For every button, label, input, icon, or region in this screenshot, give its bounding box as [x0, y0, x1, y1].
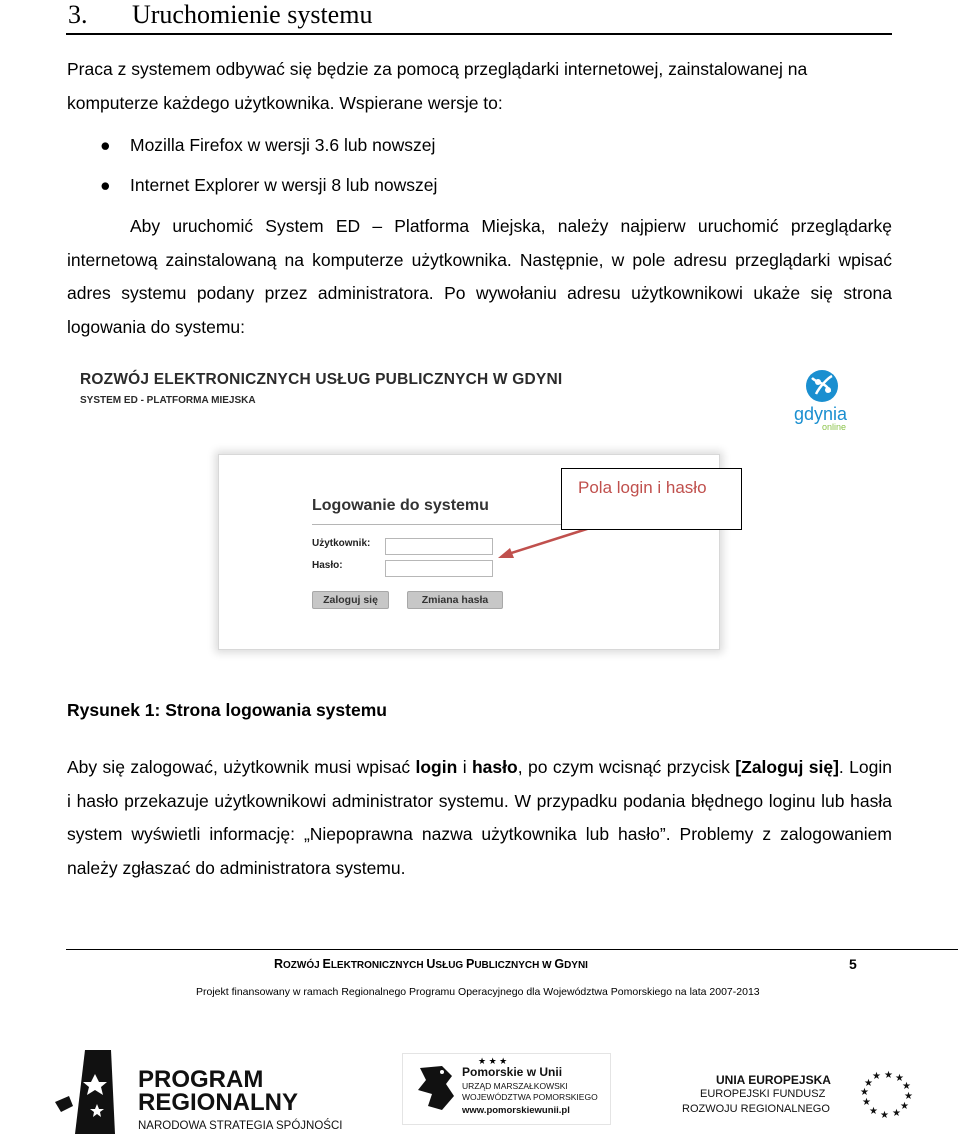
intro-line-2: komputerze każdego użytkownika. Wspierane wersje to: — [67, 92, 503, 113]
svg-text:★: ★ — [902, 1081, 911, 1092]
program-regionalny-logo-text — [138, 1068, 298, 1114]
login-instructions-paragraph — [67, 751, 892, 885]
pomorskie-logo-url: www.pomorskiewunii.pl — [462, 1105, 570, 1116]
footer-title-rest: DYNI — [564, 960, 588, 971]
pomorskie-logo-line: URZĄD MARSZAŁKOWSKI — [462, 1081, 568, 1091]
callout-text: Pola login i hasło — [578, 478, 707, 497]
footer-title-initial: R — [274, 957, 284, 971]
griffin-emblem-icon — [412, 1062, 458, 1114]
eu-flag-icon — [858, 1068, 918, 1120]
funding-note: Projekt finansowany w ramach Regionalnego Programu Operacyjnego dla Województwa Pomorskiego na lata 2007-2013 — [196, 986, 760, 998]
text-run: , po czym wcisnąć przycisk — [517, 757, 736, 777]
gdynia-online-logo — [792, 366, 858, 434]
section-number: 3. — [68, 0, 88, 29]
pomorskie-logo-title: Pomorskie w Unii — [462, 1065, 563, 1079]
username-label: Użytkownik: — [312, 538, 371, 549]
intro-line-1: Praca z systemem odbywać się będzie za pomocą przeglądarki internetowej, zainstalowanej na — [67, 59, 808, 79]
pomorskie-logo-line: WOJEWÓDZTWA POMORSKIEGO — [462, 1092, 598, 1102]
svg-text:★: ★ — [884, 1070, 893, 1081]
intro-paragraph — [67, 53, 892, 120]
change-password-button[interactable]: Zmiana hasła — [407, 591, 503, 609]
eu-logo-line-3: ROZWOJU REGIONALNEGO — [682, 1103, 830, 1115]
footer-rule — [66, 949, 958, 950]
login-button[interactable]: Zaloguj się — [312, 591, 389, 609]
svg-text:★: ★ — [864, 1078, 873, 1089]
footer-title-initial: U — [426, 957, 436, 971]
text-run: i — [457, 757, 472, 777]
svg-text:★: ★ — [869, 1106, 878, 1117]
footer-title-initial: P — [465, 957, 475, 971]
svg-text:★: ★ — [900, 1101, 909, 1112]
program-regionalny-subtitle: NARODOWA STRATEGIA SPÓJNOŚCI — [138, 1120, 343, 1132]
gdynia-logo-name: gdynia — [794, 404, 848, 424]
eu-logo-line-2: EUROPEJSKI FUNDUSZ — [700, 1088, 826, 1100]
svg-text:★: ★ — [872, 1071, 881, 1082]
eu-logo-line-1: UNIA EUROPEJSKA — [716, 1073, 831, 1087]
footer-title-rest: LEKTRONICZNYCH — [330, 960, 427, 971]
text-bold-login: login — [415, 757, 458, 777]
bullet-icon: ● — [100, 135, 111, 155]
username-input[interactable] — [385, 538, 493, 555]
svg-text:★: ★ — [880, 1110, 889, 1120]
text-run: Aby się zalogować, użytkownik musi wpisać — [67, 757, 416, 777]
svg-text:★: ★ — [860, 1087, 869, 1098]
heading-rule — [66, 33, 892, 35]
text-run: . Login i hasło przekazuje użytkownikowi administrator systemu. W przypadku podania błędnego loginu lub hasła system wyświetli informację: „Niepoprawna nazwa użytkownika lub hasło”. Problemy z zalogowaniem należy zgłaszać do administratora systemu. — [67, 757, 892, 878]
footer-title-rest: SŁUG — [435, 960, 466, 971]
figure-header-title: ROZWÓJ ELEKTRONICZNYCH USŁUG PUBLICZNYCH W GDYNI — [80, 371, 563, 388]
svg-text:★: ★ — [904, 1091, 913, 1102]
footer-title-initial: G — [554, 957, 565, 971]
instructions-paragraph: Aby uruchomić System ED – Platforma Miejska, należy najpierw uruchomić przeglądarkę internetową zainstalowaną na komputerze użytkownika. Następnie, w pole adresu przeglądarki wpisać adres systemu podany przez administratora. Po wywołaniu adresu użytkownikowi ukaże się strona logowania do systemu: — [67, 216, 892, 337]
svg-text:★: ★ — [892, 1108, 901, 1119]
svg-text:★: ★ — [895, 1073, 904, 1084]
footer-title — [274, 957, 588, 971]
gdynia-logo-sub: online — [822, 422, 847, 432]
password-label: Hasło: — [312, 560, 343, 571]
login-title: Logowanie do systemu — [312, 497, 489, 514]
text-bold-password: hasło — [471, 757, 518, 777]
bullet-item: Mozilla Firefox w wersji 3.6 lub nowszej — [130, 135, 436, 155]
footer-title-rest: UBLICZNYCH W — [474, 960, 555, 971]
program-regionalny-logo-icon — [55, 1046, 135, 1138]
section-title: Uruchomienie systemu — [132, 0, 373, 29]
logo-line: PROGRAM — [138, 1066, 264, 1093]
bullet-icon: ● — [100, 175, 111, 195]
figure-header-subtitle: SYSTEM ED - PLATFORMA MIEJSKA — [80, 395, 256, 406]
stars-icon: ★ ★ ★ — [478, 1056, 508, 1066]
password-input[interactable] — [385, 560, 493, 577]
figure-caption: Rysunek 1: Strona logowania systemu — [67, 700, 387, 720]
footer-title-initial: E — [322, 957, 331, 971]
footer-title-rest: OZWÓJ — [283, 960, 323, 971]
bullet-item: Internet Explorer w wersji 8 lub nowszej — [130, 175, 438, 195]
page-number: 5 — [849, 956, 857, 972]
svg-text:★: ★ — [862, 1097, 871, 1108]
logo-line: REGIONALNY — [138, 1089, 299, 1116]
text-bold-button-name: [Zaloguj się] — [735, 757, 839, 777]
